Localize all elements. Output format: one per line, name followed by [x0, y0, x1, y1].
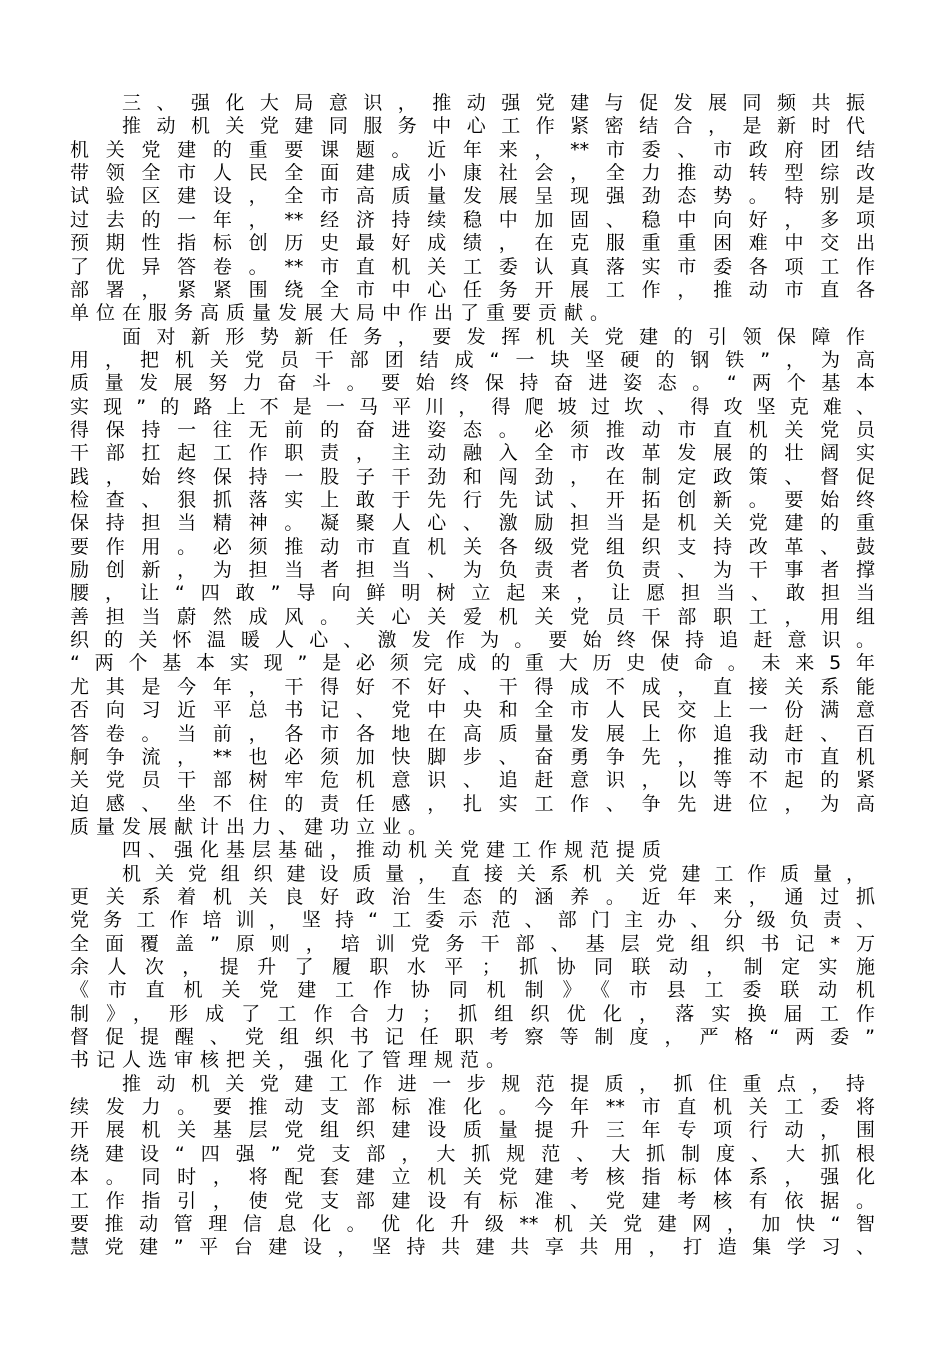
text-line: 本。同时，将配套建立机关党建考核指标体系，强化 [70, 1166, 875, 1189]
text-line: 推动机关党建工作进一步规范提质，抓住重点，持 [122, 1072, 865, 1095]
text-line: 践，始终保持一股子干劲和闯劲，在制定政策、督促 [70, 465, 875, 488]
text-line: 机关党建的重要课题。近年来，**市委、市政府团结 [70, 138, 875, 161]
text-line: 三、强化大局意识，推动强党建与促发展同频共振 [122, 92, 865, 114]
text-line: 了优异答卷。**市直机关工委认真落实市委各项工作 [70, 255, 875, 278]
text-line: 腰，让“四敢”导向鲜明树立起来，让愿担当、敢担当 [70, 582, 875, 605]
text-line: 要推动管理信息化。优化升级**机关党建网，加快“智 [70, 1212, 875, 1235]
text-line: 工作指引，使党支部建设有标准、党建考核有依据。 [70, 1189, 875, 1212]
text-line: 督促提醒、党组织书记任职考察等制度，严格“两委” [70, 1026, 875, 1048]
text-line: “两个基本实现”是必须完成的重大历史使命。未来5年 [70, 652, 875, 675]
text-line: 干部扛起工作职责，主动融入全市改革发展的壮阔实 [70, 442, 875, 465]
text-line: 过去的一年，**经济持续稳中加固、稳中向好，多项 [70, 208, 875, 231]
text-line: 绕建设“四强”党支部，大抓规范、大抓制度、大抓根 [70, 1142, 875, 1165]
text-line: 机关党组织建设质量，直接关系机关党建工作质量， [122, 862, 865, 885]
text-line: 织的关怀温暖人心、激发作为。要始终保持追赶意识。 [70, 629, 875, 652]
text-line: 否向习近平总书记、党中央和全市人民交上一份满意 [70, 699, 875, 722]
text-line: 余人次，提升了履职水平；抓协同联动，制定实施 [70, 956, 875, 978]
text-line: 四、强化基层基础，推动机关党建工作规范提质 [122, 839, 669, 862]
text-line: 更关系着机关良好政治生态的涵养。近年来，通过抓 [70, 885, 875, 908]
text-line: 开展机关基层党组织建设质量提升三年专项行动，围 [70, 1119, 875, 1142]
text-line: 预期性指标创历史最好成绩，在克服重重困难中交出 [70, 232, 875, 255]
text-line: 质量发展努力奋斗。要始终保持奋进姿态。“两个基本 [70, 372, 875, 395]
text-line: 答卷。当前，各市各地在高质量发展上你追我赶、百 [70, 722, 875, 745]
text-line: 励创新，为担当者担当、为负责者负责、为干事者撑 [70, 559, 875, 581]
text-line: 关党员干部树牢危机意识、追赶意识，以等不起的紧 [70, 769, 875, 792]
text-line: 慧党建”平台建设，坚持共建共享共用，打造集学习、 [70, 1236, 875, 1259]
text-line: 实现”的路上不是一马平川，得爬坡过坎、得攻坚克难、 [70, 395, 875, 418]
text-line: 用，把机关党员干部团结成“一块坚硬的钢铁”，为高 [70, 348, 875, 371]
text-line: 舸争流，**也必须加快脚步、奋勇争先，推动市直机 [70, 745, 875, 768]
text-line: 试验区建设，全市高质量发展呈现强劲态势。特别是 [70, 185, 875, 208]
text-line: 得保持一往无前的奋进姿态。必须推动市直机关党员 [70, 418, 875, 441]
text-line: 单位在服务高质量发展大局中作出了重要贡献。 [70, 302, 617, 325]
text-line: 续发力。要推动支部标准化。今年**市直机关工委将 [70, 1096, 875, 1119]
text-line: 检查、狠抓落实上敢于先行先试、开拓创新。要始终 [70, 489, 875, 511]
text-line: 要作用。必须推动市直机关各级党组织支持改革、鼓 [70, 535, 875, 558]
text-line: 《市直机关党建工作协同机制》《市县工委联动机 [70, 979, 875, 1002]
text-line: 带领全市人民全面建成小康社会，全力推动转型综改 [70, 162, 875, 185]
text-line: 制》，形成了工作合力；抓组织优化，落实换届工作 [70, 1002, 875, 1025]
text-line: 党务工作培训，坚持“工委示范、部门主办、分级负责、 [70, 909, 875, 932]
text-line: 质量发展献计出力、建功立业。 [70, 815, 435, 838]
text-line: 善担当蔚然成风。关心关爱机关党员干部职工，用组 [70, 605, 875, 628]
text-line: 推动机关党建同服务中心工作紧密结合，是新时代 [122, 115, 865, 138]
text-line: 尤其是今年，干得好不好、干得成不成，直接关系能 [70, 675, 875, 698]
text-line: 全面覆盖”原则，培训党务干部、基层党组织书记*万 [70, 932, 875, 955]
text-line: 迫感、坐不住的责任感，扎实工作、争先进位，为高 [70, 792, 875, 815]
text-line: 部署，紧紧围绕全市中心任务开展工作，推动市直各 [70, 278, 875, 301]
text-line: 书记人选审核把关，强化了管理规范。 [70, 1049, 513, 1072]
text-line: 面对新形势新任务，要发挥机关党建的引领保障作 [122, 325, 865, 348]
text-line: 保持担当精神。凝聚人心、激励担当是机关党建的重 [70, 512, 875, 535]
